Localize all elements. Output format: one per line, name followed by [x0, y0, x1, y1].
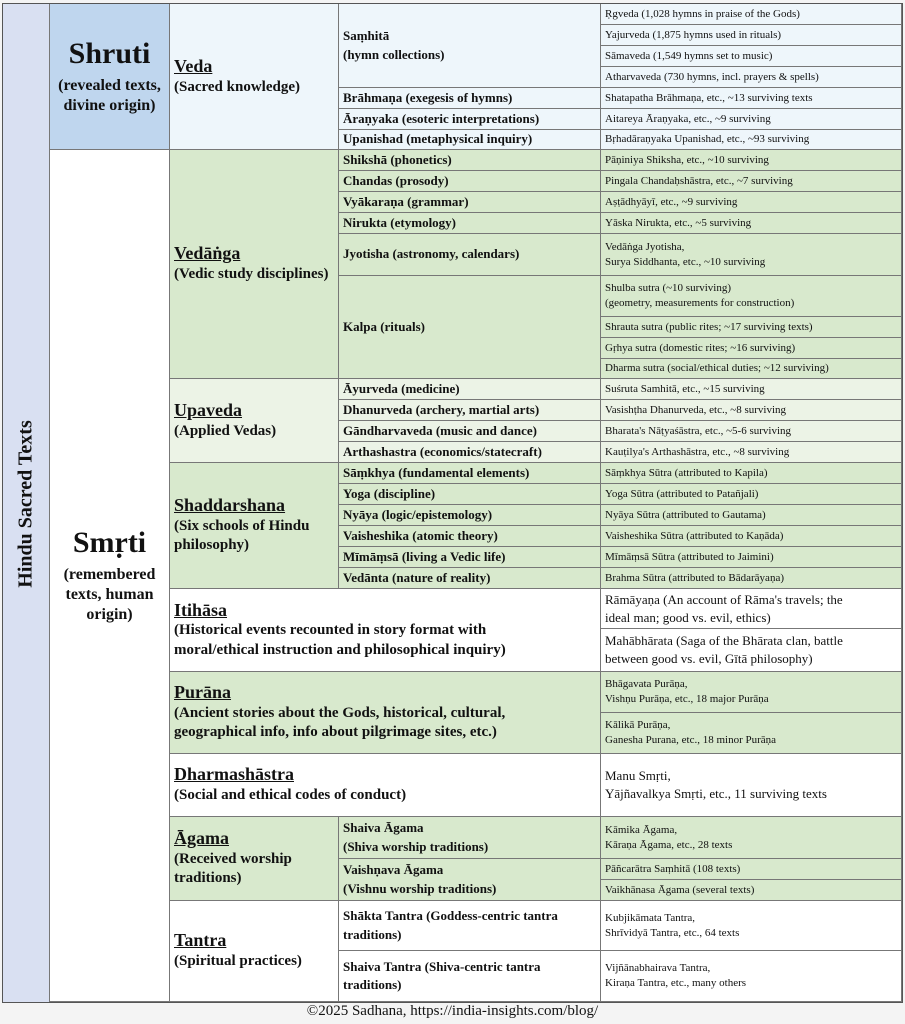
vaikhanasa-cell	[601, 880, 902, 901]
agama-name: Āgama	[174, 828, 229, 849]
arthashastra-cell	[339, 442, 601, 463]
dharmashastra-cell	[170, 754, 601, 817]
vyakarana-example-cell	[601, 192, 902, 213]
itihasa-name: Itihāsa	[174, 599, 228, 620]
ramayana-text-2: ideal man; good vs. evil, ethics)	[605, 609, 771, 625]
brahmana-name: Brāhmaṇa (exegesis of hymns)	[343, 89, 513, 105]
yajurveda-cell	[601, 25, 902, 46]
agama-desc: (Received worship traditions)	[174, 850, 292, 887]
dhanurveda-example: Vasishṭha Dhanurveda, etc., ~8 surviving	[605, 403, 786, 416]
shaiva-tantra-example-cell	[601, 951, 902, 1002]
vaikhanasa-text: Vaikhānasa Āgama (several texts)	[605, 883, 755, 896]
yoga-cell	[339, 484, 601, 505]
samkhya-cell	[339, 463, 601, 484]
vedanta-cell	[339, 568, 601, 589]
hindu-texts-chart	[2, 3, 903, 1003]
shaiva-tantra-example-1: Vijñānabhairava Tantra,	[605, 962, 711, 975]
nyaya-example-cell	[601, 505, 902, 526]
nirukta-example-cell	[601, 213, 902, 234]
shiksha-name: Shikshā (phonetics)	[343, 151, 452, 167]
shiksha-example: Pāṇiniya Shiksha, etc., ~10 surviving	[605, 153, 769, 166]
vyakarana-cell	[339, 192, 601, 213]
upanishad-example-cell	[601, 130, 902, 150]
tantra-name: Tantra	[174, 930, 227, 951]
mimamsa-example-cell	[601, 547, 902, 568]
brahmana-cell	[339, 88, 601, 109]
pancaratra-cell	[601, 859, 902, 880]
dharmashastra-name: Dharmashāstra	[174, 764, 294, 785]
vedanga-name: Vedāṅga	[174, 243, 241, 264]
jyotisha-name: Jyotisha (astronomy, calendars)	[343, 246, 520, 262]
vaishnava-agama-desc: (Vishnu worship traditions)	[343, 880, 497, 896]
purana-desc: (Ancient stories about the Gods, historical, cultural, geographical info, info about pilgrimage sites, etc.)	[174, 704, 506, 741]
mimamsa-example: Mīmāṃsā Sūtra (attributed to Jaimini)	[605, 550, 774, 563]
shrauta-text: Shrauta sutra (public rites; ~17 surviving texts)	[605, 320, 813, 333]
shaiva-agama-desc: (Shiva worship traditions)	[343, 838, 489, 854]
mahabharata-text-1: Mahābhārata (Saga of the Bhārata clan, battle	[605, 633, 843, 649]
arthashastra-example: Kauṭilya's Arthashāstra, etc., ~8 surviving	[605, 445, 790, 458]
smriti-cell	[50, 150, 170, 1002]
rigveda-cell	[601, 4, 902, 25]
yoga-name: Yoga (discipline)	[343, 485, 436, 501]
mimamsa-cell	[339, 547, 601, 568]
side-title-bar	[3, 4, 50, 1002]
upanishad-name: Upanishad (metaphysical inquiry)	[343, 131, 533, 147]
itihasa-desc: (Historical events recounted in story format with moral/ethical instruction and philosophical inquiry)	[174, 622, 506, 658]
samkhya-example: Sāṃkhya Sūtra (attributed to Kapila)	[605, 466, 768, 479]
vedanta-example-cell	[601, 568, 902, 589]
major-purana-cell	[601, 672, 902, 713]
veda-desc: (Sacred knowledge)	[174, 78, 300, 95]
shrauta-cell	[601, 317, 902, 338]
vyakarana-name: Vyākaraṇa (grammar)	[343, 193, 469, 209]
upanishad-example: Bṛhadāraṇyaka Upanishad, etc., ~93 surviving	[605, 133, 810, 146]
chandas-example: Pingala Chandaḥshāstra, etc., ~7 surviving	[605, 174, 793, 187]
shaiva-agama-name: Shaiva Āgama	[343, 820, 424, 836]
shakta-tantra-example-cell	[601, 901, 902, 951]
ramayana-text-1: Rāmāyaṇa (An account of Rāma's travels; the	[605, 591, 843, 607]
vaisheshika-name: Vaisheshika (atomic theory)	[343, 527, 498, 543]
rigveda-text: Ṛgveda (1,028 hymns in praise of the Gods)	[605, 7, 800, 20]
samaveda-cell	[601, 46, 902, 67]
shiksha-example-cell	[601, 150, 902, 171]
dharmashastra-desc: (Social and ethical codes of conduct)	[174, 787, 407, 804]
shaiva-agama-example-2: Kāraṇa Āgama, etc., 28 texts	[605, 838, 733, 851]
tantra-desc: (Spiritual practices)	[174, 953, 302, 970]
jyotisha-example-cell	[601, 234, 902, 276]
gandharvaveda-example-cell	[601, 421, 902, 442]
jyotisha-example-2: Surya Siddhanta, etc., ~10 surviving	[605, 255, 766, 268]
kalpa-name: Kalpa (rituals)	[343, 318, 425, 334]
shaddarshana-cell	[170, 463, 339, 589]
mimamsa-name: Mīmāṃsā (living a Vedic life)	[343, 548, 506, 564]
nirukta-name: Nirukta (etymology)	[343, 214, 457, 230]
yajurveda-text: Yajurveda (1,875 hymns used in rituals)	[605, 28, 782, 41]
tantra-cell	[170, 901, 339, 1002]
dharmashastra-example-1: Manu Smṛti,	[605, 768, 671, 784]
samhita-cell	[339, 4, 601, 88]
aranyaka-name: Āraṇyaka (esoteric interpretations)	[343, 110, 540, 126]
purana-name: Purāna	[174, 682, 232, 703]
upanishad-cell	[339, 130, 601, 150]
nyaya-cell	[339, 505, 601, 526]
veda-cell	[170, 4, 339, 150]
aranyaka-cell	[339, 109, 601, 130]
shulba-text-2: (geometry, measurements for construction)	[605, 297, 795, 309]
smriti-title: Smṛti	[72, 526, 147, 559]
purana-cell	[170, 672, 601, 754]
dharma-sutra-cell	[601, 359, 902, 379]
vaisheshika-example: Vaisheshika Sūtra (attributed to Kaṇāda)	[605, 529, 784, 542]
shaiva-tantra-name: Shaiva Tantra (Shiva-centric tantra traditions)	[343, 958, 541, 992]
gandharvaveda-cell	[339, 421, 601, 442]
samkhya-name: Sāṃkhya (fundamental elements)	[343, 464, 530, 480]
vedanta-name: Vedānta (nature of reality)	[343, 569, 491, 585]
chandas-cell	[339, 171, 601, 192]
minor-purana-text-1: Kālikā Purāṇa,	[605, 719, 671, 732]
ramayana-cell	[601, 589, 902, 629]
ayurveda-example: Suśruta Samhitā, etc., ~15 surviving	[605, 382, 765, 395]
upaveda-name: Upaveda	[174, 399, 243, 420]
gandharvaveda-name: Gāndharvaveda (music and dance)	[343, 422, 537, 438]
samhita-name: Saṃhitā	[343, 28, 390, 44]
nyaya-example: Nyāya Sūtra (attributed to Gautama)	[605, 508, 766, 521]
arthashastra-name: Arthashastra (economics/statecraft)	[343, 443, 542, 459]
vaishnava-agama-cell	[339, 859, 601, 901]
vaishnava-agama-name: Vaishṇava Āgama	[343, 862, 444, 878]
gandharvaveda-example: Bharata's Nāṭyaśāstra, etc., ~5-6 surviving	[605, 424, 792, 437]
vaisheshika-cell	[339, 526, 601, 547]
aranyaka-example-cell	[601, 109, 902, 130]
vaisheshika-example-cell	[601, 526, 902, 547]
shiksha-cell	[339, 150, 601, 171]
chandas-name: Chandas (prosody)	[343, 172, 449, 188]
yoga-example-cell	[601, 484, 902, 505]
agama-cell	[170, 817, 339, 901]
shaiva-agama-cell	[339, 817, 601, 859]
ayurveda-name: Āyurveda (medicine)	[343, 380, 460, 396]
upaveda-desc: (Applied Vedas)	[174, 422, 277, 439]
nyaya-name: Nyāya (logic/epistemology)	[343, 506, 493, 522]
dharmashastra-example-cell	[601, 754, 902, 817]
dhanurveda-cell	[339, 400, 601, 421]
side-title: Hindu Sacred Texts	[14, 420, 37, 588]
samhita-desc: (hymn collections)	[343, 46, 445, 62]
shruti-cell	[50, 4, 170, 150]
shulba-text-1: Shulba sutra (~10 surviving)	[605, 282, 732, 295]
veda-name: Veda	[174, 55, 213, 76]
shaddarshana-desc: (Six schools of Hindu philosophy)	[174, 517, 310, 554]
shaiva-agama-example-cell	[601, 817, 902, 859]
chandas-example-cell	[601, 171, 902, 192]
shaiva-agama-example-1: Kāmika Āgama,	[605, 823, 678, 836]
atharvaveda-text: Atharvaveda (730 hymns, incl. prayers & spells)	[605, 70, 819, 83]
shakta-tantra-cell	[339, 901, 601, 951]
shaiva-tantra-cell	[339, 951, 601, 1002]
major-purana-text-1: Bhāgavata Purāṇa,	[605, 678, 688, 691]
samaveda-text: Sāmaveda (1,549 hymns set to music)	[605, 49, 773, 62]
arthashastra-example-cell	[601, 442, 902, 463]
shruti-subtitle: (revealed texts, divine origin)	[58, 77, 161, 114]
yoga-example: Yoga Sūtra (attributed to Patañjali)	[605, 487, 759, 500]
vedanga-cell	[170, 150, 339, 379]
mahabharata-text-2: between good vs. evil, Gītā philosophy)	[605, 651, 813, 666]
dhanurveda-example-cell	[601, 400, 902, 421]
shulba-cell	[601, 276, 902, 317]
ayurveda-example-cell	[601, 379, 902, 400]
kalpa-cell	[339, 276, 601, 379]
brahmana-example: Shatapatha Brāhmaṇa, etc., ~13 surviving texts	[605, 91, 813, 104]
shakta-tantra-name: Shākta Tantra (Goddess-centric tantra traditions)	[343, 908, 558, 942]
shaiva-tantra-example-2: Kiraṇa Tantra, etc., many others	[605, 977, 747, 989]
minor-purana-text-2: Ganesha Purana, etc., 18 minor Purāṇa	[605, 734, 777, 746]
samkhya-example-cell	[601, 463, 902, 484]
vedanta-example: Brahma Sūtra (attributed to Bādarāyaṇa)	[605, 571, 784, 584]
aranyaka-example: Aitareya Āraṇyaka, etc., ~9 surviving	[605, 112, 771, 125]
jyotisha-cell	[339, 234, 601, 276]
dharmashastra-example-2: Yājñavalkya Smṛti, etc., 11 surviving texts	[605, 786, 827, 801]
nirukta-example: Yāska Nirukta, etc., ~5 surviving	[605, 216, 752, 229]
shaddarshana-name: Shaddarshana	[174, 495, 286, 516]
minor-purana-cell	[601, 713, 902, 754]
smriti-subtitle: (remembered texts, human origin)	[63, 566, 156, 623]
vedanga-desc: (Vedic study disciplines)	[174, 266, 329, 283]
shakta-tantra-example-1: Kubjikāmata Tantra,	[605, 911, 696, 924]
atharvaveda-cell	[601, 67, 902, 88]
nirukta-cell	[339, 213, 601, 234]
grhya-text: Gṛhya sutra (domestic rites; ~16 surviving)	[605, 341, 796, 354]
upaveda-cell	[170, 379, 339, 463]
shakta-tantra-example-2: Shrīvidyā Tantra, etc., 64 texts	[605, 926, 740, 939]
jyotisha-example-1: Vedāṅga Jyotisha,	[605, 240, 685, 253]
dhanurveda-name: Dhanurveda (archery, martial arts)	[343, 401, 540, 417]
vyakarana-example: Aṣṭādhyāyī, etc., ~9 surviving	[605, 195, 738, 208]
pancaratra-text: Pāñcarātra Saṃhitā (108 texts)	[605, 862, 741, 875]
major-purana-text-2: Vishṇu Purāṇa, etc., 18 major Purāṇa	[605, 693, 769, 705]
grhya-cell	[601, 338, 902, 359]
brahmana-example-cell	[601, 88, 902, 109]
dharma-sutra-text: Dharma sutra (social/ethical duties; ~12 surviving)	[605, 362, 829, 375]
mahabharata-cell	[601, 629, 902, 672]
footer-credit: ©2025 Sadhana, https://india-insights.com/blog/	[306, 1003, 599, 1019]
itihasa-cell	[170, 589, 601, 672]
ayurveda-cell	[339, 379, 601, 400]
shruti-title: Shruti	[68, 37, 151, 70]
